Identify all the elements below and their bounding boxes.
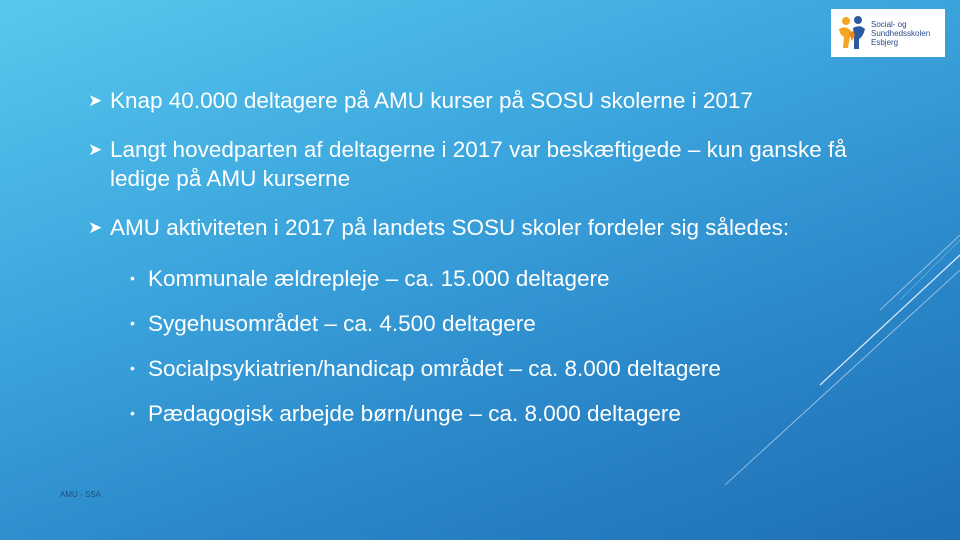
logo-line-2: Sundhedsskolen [871,28,931,38]
dot-icon: • [130,315,135,331]
bullet-item [88,213,868,242]
sub-bullet-text: Socialpsykiatrien/handicap området – ca. 8.000 deltagere [148,356,721,381]
footer-text: AMU - SSA [60,490,101,499]
logo-line-1: Social- og [871,19,907,29]
school-logo [831,9,945,57]
dot-icon: • [130,270,135,286]
sub-bullet-item [124,264,868,293]
people-logo-icon [835,15,869,51]
sub-bullet-text: Sygehusområdet – ca. 4.500 deltagere [148,311,536,336]
sub-bullet-text: Kommunale ældrepleje – ca. 15.000 deltagere [148,266,610,291]
dot-icon: • [130,405,135,421]
arrow-right-icon: ➤ [88,218,103,237]
bullet-text: Knap 40.000 deltagere på AMU kurser på SOSU skolerne i 2017 [110,88,753,113]
sub-bullet-text: Pædagogisk arbejde børn/unge – ca. 8.000 deltagere [148,401,681,426]
dot-icon: • [130,360,135,376]
bullet-list [88,86,868,444]
sub-bullet-item [124,354,868,383]
bullet-text: AMU aktiviteten i 2017 på landets SOSU skoler fordeler sig således: [110,215,790,240]
sub-bullet-item [124,399,868,428]
logo-line-3: Esbjerg [871,37,899,47]
bullet-text: Langt hovedparten af deltagerne i 2017 var beskæftigede – kun ganske få ledige på AMU kurserne [110,137,847,191]
sub-bullet-item [124,309,868,338]
arrow-right-icon: ➤ [88,140,103,159]
logo-text [871,20,930,47]
bullet-item [88,86,868,115]
arrow-right-icon: ➤ [88,91,103,110]
bullet-item [88,135,868,193]
sub-bullet-list [88,264,868,428]
